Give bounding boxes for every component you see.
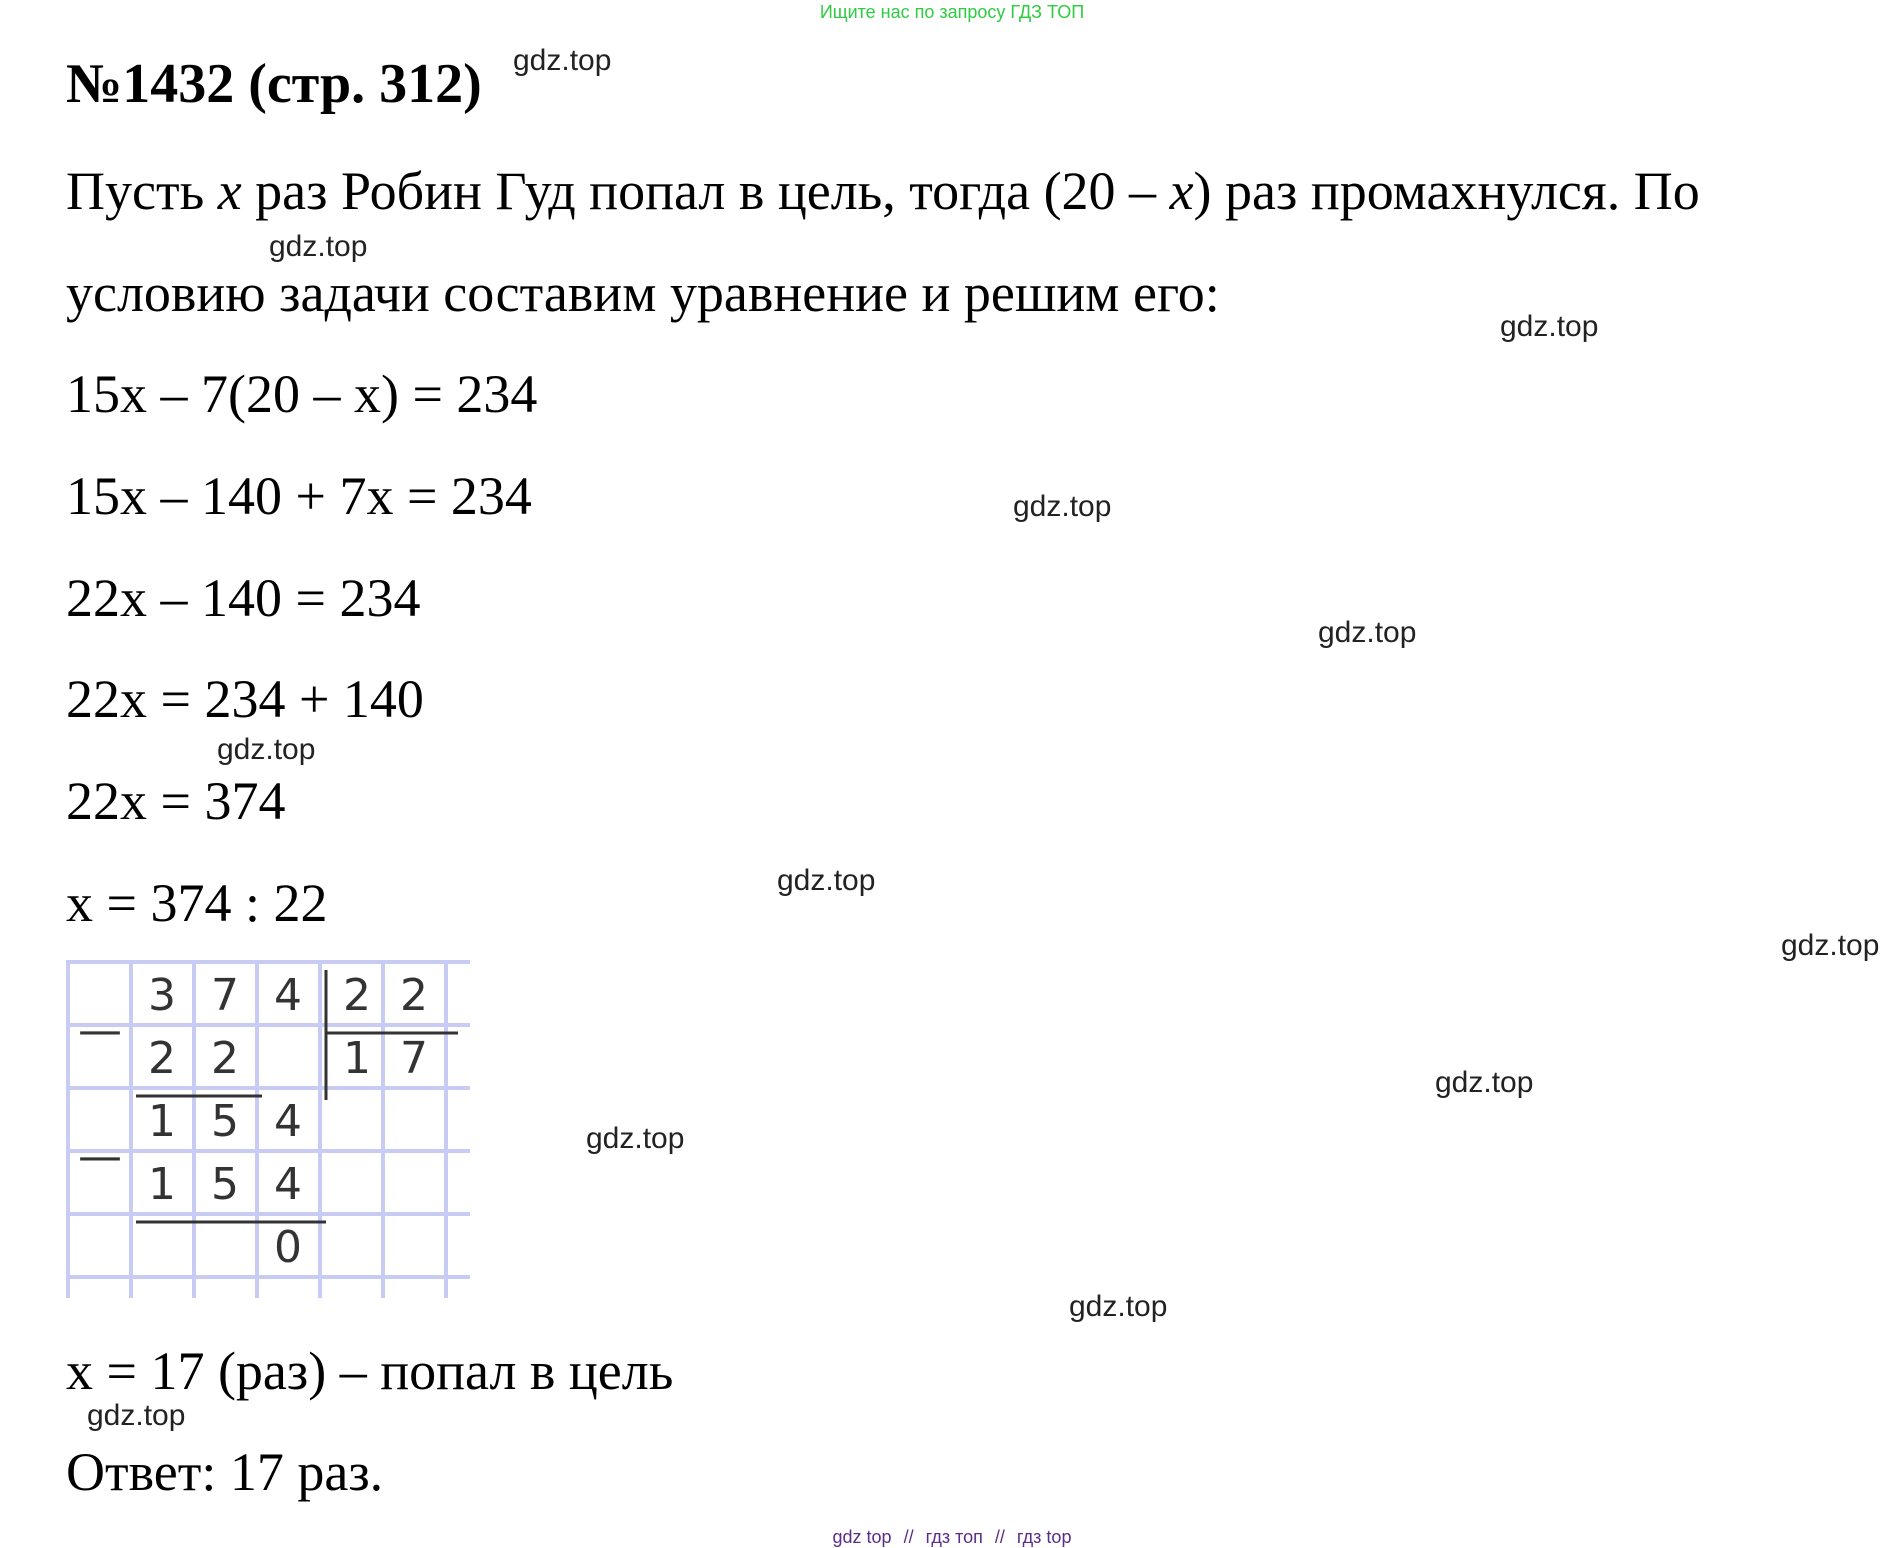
watermark: gdz.top <box>1500 310 1599 343</box>
watermark: gdz.top <box>586 1122 685 1155</box>
watermark: gdz.top <box>1069 1290 1168 1323</box>
watermark: gdz.top <box>513 44 612 77</box>
subtrahend-digit: 2 <box>148 1033 176 1084</box>
remainder-digit: 1 <box>148 1096 176 1147</box>
footer-link[interactable]: гдз топ <box>925 1527 983 1547</box>
equation-3: 22x – 140 = 234 <box>66 568 421 628</box>
answer-line: Ответ: 17 раз. <box>66 1442 384 1502</box>
subtrahend-digit: 5 <box>211 1159 239 1210</box>
equation-1: 15x – 7(20 – x) = 234 <box>66 364 538 424</box>
divisor-digit: 2 <box>343 970 371 1021</box>
divisor-digit: 2 <box>400 970 428 1021</box>
subtrahend-digit: 2 <box>211 1033 239 1084</box>
final-remainder: 0 <box>274 1222 302 1273</box>
subtrahend-digit: 4 <box>274 1159 302 1210</box>
watermark: gdz.top <box>1013 490 1112 523</box>
watermark: gdz.top <box>87 1399 186 1432</box>
minus-sign: — <box>78 1005 122 1056</box>
subtrahend-digit: 1 <box>148 1159 176 1210</box>
watermark: gdz.top <box>217 733 316 766</box>
equation-4: 22x = 234 + 140 <box>66 669 424 729</box>
watermark: gdz.top <box>1781 929 1880 962</box>
long-division-grid <box>66 960 470 1298</box>
minus-sign: — <box>78 1131 122 1182</box>
intro-line-1: Пусть x раз Робин Гуд попал в цель, тогда (20 – x) раз промахнулся. По <box>66 161 1700 221</box>
equation-5: 22x = 374 <box>66 771 286 831</box>
footer-separator: // <box>994 1527 1005 1547</box>
watermark: gdz.top <box>1435 1066 1534 1099</box>
top-banner: Ищите нас по запросу ГДЗ ТОП <box>819 2 1085 22</box>
remainder-digit: 5 <box>211 1096 239 1147</box>
quotient-digit: 7 <box>400 1033 428 1084</box>
watermark: gdz.top <box>777 864 876 897</box>
equation-2: 15x – 140 + 7x = 234 <box>66 466 532 526</box>
dividend-digit: 7 <box>211 970 239 1021</box>
footer-link[interactable]: gdz top <box>832 1527 892 1547</box>
page-title: №1432 (стр. 312) <box>66 53 482 115</box>
footer-separator: // <box>903 1527 914 1547</box>
watermark: gdz.top <box>1318 616 1417 649</box>
dividend-digit: 3 <box>148 970 176 1021</box>
remainder-digit: 4 <box>274 1096 302 1147</box>
equation-6: x = 374 : 22 <box>66 873 328 933</box>
dividend-digit: 4 <box>274 970 302 1021</box>
quotient-digit: 1 <box>343 1033 371 1084</box>
footer-links <box>0 1527 1904 1548</box>
watermark: gdz.top <box>269 230 368 263</box>
intro-line-2: условию задачи составим уравнение и решим его: <box>66 263 1220 323</box>
result-line: x = 17 (раз) – попал в цель <box>66 1341 674 1401</box>
footer-link[interactable]: гдз top <box>1016 1527 1072 1547</box>
